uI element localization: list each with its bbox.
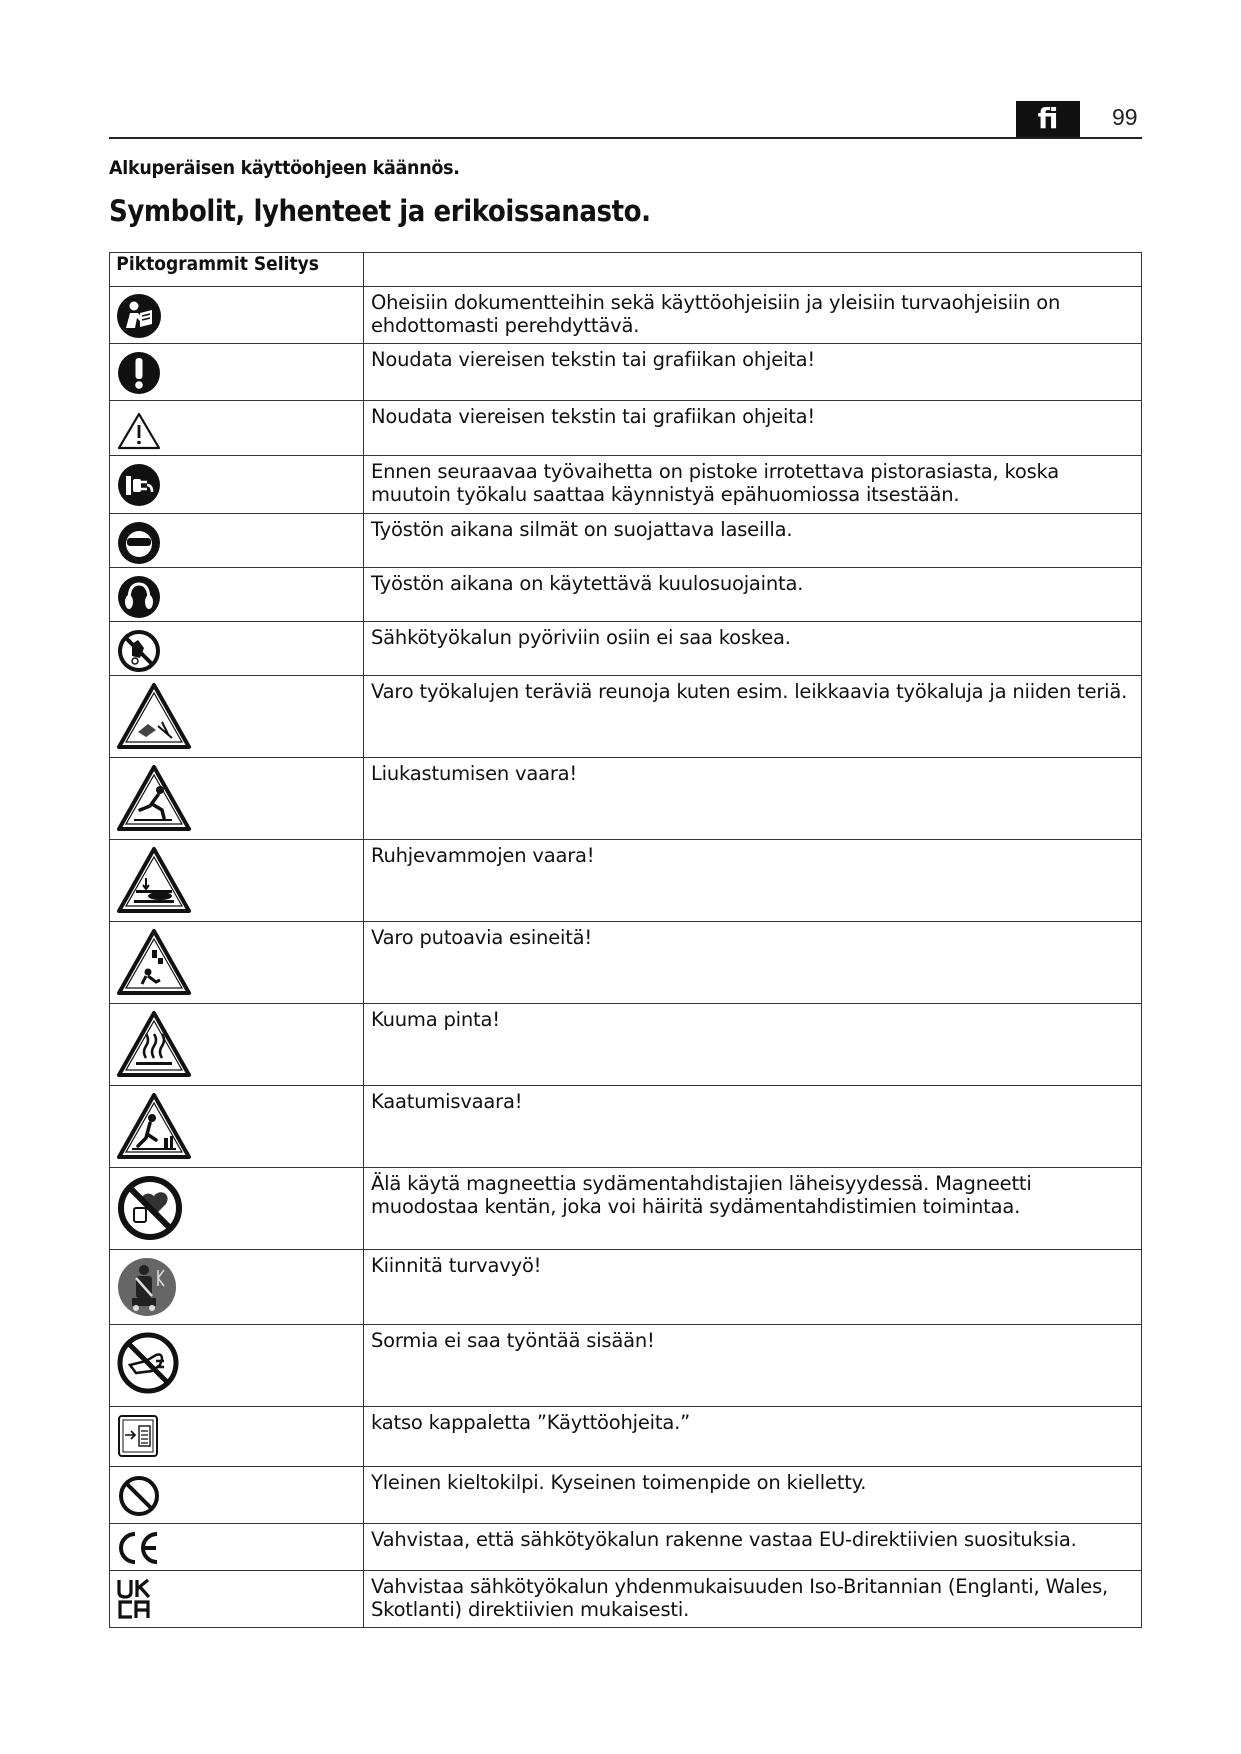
table-row-text: Oheisiin dokumentteihin sekä käyttöohjeisiin ja yleisiin turvaohjeisiin on ehdottomasti perehdyttävä. xyxy=(364,287,1142,344)
prohibition-icon xyxy=(116,1473,162,1519)
table-row xyxy=(110,1004,1142,1086)
no-pacemaker-icon xyxy=(116,1174,184,1242)
page-title: Symbolit, lyhenteet ja erikoissanasto. xyxy=(109,194,651,228)
table-row xyxy=(110,568,1142,622)
table-row xyxy=(110,1168,1142,1250)
falling-objects-icon xyxy=(116,928,192,996)
unplug-icon xyxy=(116,462,162,508)
no-touch-rotating-icon xyxy=(116,628,162,674)
table-row xyxy=(110,456,1142,514)
page-number: 99 xyxy=(1112,104,1138,130)
table-row-text: Noudata viereisen tekstin tai grafiikan ohjeita! xyxy=(364,401,1142,456)
sharp-edges-warning-icon xyxy=(116,682,192,750)
table-row-text: Älä käytä magneettia sydämentahdistajien läheisyydessä. Magneetti muodostaa kentän, joka voi häiritä sydämentahdistimien toimintaa. xyxy=(364,1168,1142,1250)
table-row xyxy=(110,758,1142,840)
table-row xyxy=(110,922,1142,1004)
table-row xyxy=(110,1524,1142,1571)
table-row-text: Sormia ei saa työntää sisään! xyxy=(364,1325,1142,1407)
table-row-text: Kuuma pinta! xyxy=(364,1004,1142,1086)
table-header-empty-cell xyxy=(364,253,1142,287)
table-row-text: Työstön aikana on käytettävä kuulosuojainta. xyxy=(364,568,1142,622)
document-subtitle: Alkuperäisen käyttöohjeen käännös. xyxy=(109,157,460,179)
table-header-label: Piktogrammit Selitys xyxy=(116,253,319,275)
table-row xyxy=(110,1325,1142,1407)
table-row-text: katso kappaletta ”Käyttöohjeita.” xyxy=(364,1407,1142,1467)
table-row xyxy=(110,1571,1142,1628)
table-row xyxy=(110,1086,1142,1168)
hearing-protection-icon xyxy=(116,574,162,620)
table-row xyxy=(110,1467,1142,1524)
table-row-text: Kiinnitä turvavyö! xyxy=(364,1250,1142,1325)
trip-hazard-icon xyxy=(116,1092,192,1160)
table-row-text: Noudata viereisen tekstin tai grafiikan ohjeita! xyxy=(364,344,1142,401)
table-row-text: Liukastumisen vaara! xyxy=(364,758,1142,840)
table-row xyxy=(110,1407,1142,1467)
language-badge: fi xyxy=(1016,101,1080,137)
table-row-text: Työstön aikana silmät on suojattava laseilla. xyxy=(364,514,1142,568)
table-row xyxy=(110,1250,1142,1325)
table-row-text: Vahvistaa sähkötyökalun yhdenmukaisuuden Iso-Britannian (Englanti, Wales, Skotlanti) direktiivien mukaisesti. xyxy=(364,1571,1142,1628)
eye-protection-icon xyxy=(116,520,162,566)
table-row-text: Sähkötyökalun pyöriviin osiin ei saa koskea. xyxy=(364,622,1142,676)
table-row-text: Yleinen kieltokilpi. Kyseinen toimenpide on kielletty. xyxy=(364,1467,1142,1524)
mandatory-exclamation-icon xyxy=(116,350,162,396)
table-row-text: Varo työkalujen teräviä reunoja kuten esim. leikkaavia työkaluja ja niiden teriä. xyxy=(364,676,1142,758)
table-row xyxy=(110,676,1142,758)
table-header-cell xyxy=(110,253,364,287)
table-row xyxy=(110,287,1142,344)
table-row xyxy=(110,622,1142,676)
table-row xyxy=(110,840,1142,922)
table-row-text: Varo putoavia esineitä! xyxy=(364,922,1142,1004)
no-fingers-icon xyxy=(116,1331,180,1395)
slip-hazard-icon xyxy=(116,764,192,832)
table-row-text: Vahvistaa, että sähkötyökalun rakenne vastaa EU-direktiivien suosituksia. xyxy=(364,1524,1142,1571)
ukca-mark-icon xyxy=(116,1577,156,1621)
table-row-text: Kaatumisvaara! xyxy=(364,1086,1142,1168)
read-manual-icon xyxy=(116,293,162,339)
table-row xyxy=(110,401,1142,456)
table-row-text: Ruhjevammojen vaara! xyxy=(364,840,1142,922)
warning-triangle-icon xyxy=(116,407,162,453)
see-section-icon xyxy=(116,1413,160,1459)
hot-surface-icon xyxy=(116,1010,192,1078)
header-divider xyxy=(109,137,1142,139)
table-row xyxy=(110,344,1142,401)
ce-mark-icon xyxy=(116,1530,162,1566)
table-row xyxy=(110,514,1142,568)
crush-hazard-icon xyxy=(116,846,192,914)
symbols-table xyxy=(109,252,1142,1628)
seat-belt-icon xyxy=(116,1256,178,1318)
table-header-row xyxy=(110,253,1142,287)
table-row-text: Ennen seuraavaa työvaihetta on pistoke irrotettava pistorasiasta, koska muutoin työkalu saattaa käynnistyä epähuomiossa itsestään. xyxy=(364,456,1142,514)
